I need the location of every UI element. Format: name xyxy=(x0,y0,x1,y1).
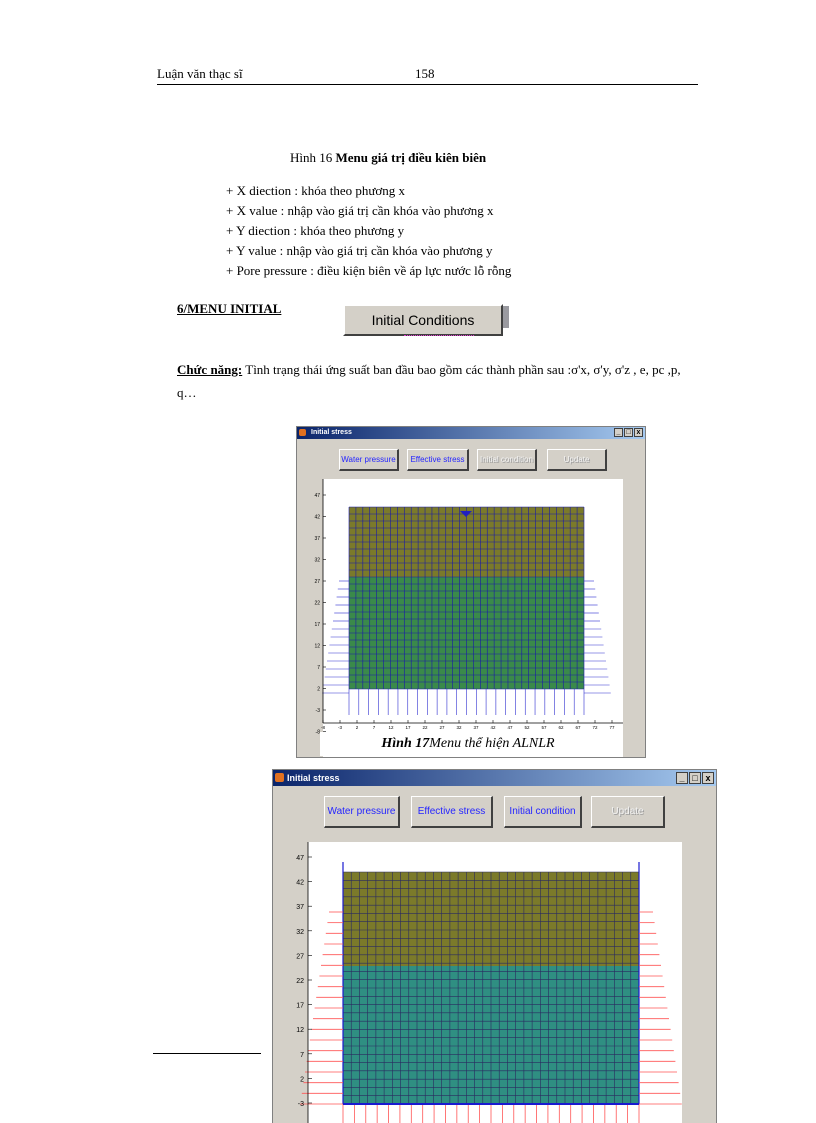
x-tick-label: 62 xyxy=(558,725,564,730)
maximize-icon[interactable]: □ xyxy=(624,428,633,437)
function-paragraph xyxy=(177,358,697,404)
list-item: + Y diection : khóa theo phương y xyxy=(226,223,405,238)
y-tick-label: 17 xyxy=(296,1002,304,1010)
figure-16-title: Menu giá trị điều kiên biên xyxy=(335,150,487,165)
y-tick-label: 12 xyxy=(314,643,320,650)
y-tick-label: 42 xyxy=(296,879,304,887)
x-tick-label: 47 xyxy=(507,725,513,730)
x-tick-label: 17 xyxy=(405,725,411,730)
minimize-icon[interactable]: _ xyxy=(614,428,623,437)
water-pressure-button[interactable]: Water pressure xyxy=(339,449,399,471)
y-tick-label: 27 xyxy=(296,953,304,961)
y-tick-label: 37 xyxy=(296,904,304,912)
x-tick-label: -3 xyxy=(337,725,343,730)
initial-conditions-button[interactable]: Initial Conditions xyxy=(343,304,503,336)
x-tick-label: 2 xyxy=(355,725,359,730)
window-title: Initial stress xyxy=(311,429,352,436)
section-title: 6/MENU INITIAL xyxy=(177,301,282,316)
figure-17-label: Hình 17 xyxy=(381,736,430,751)
y-tick-label: 47 xyxy=(314,493,320,499)
close-icon[interactable]: x xyxy=(634,428,643,437)
initial-condition-button[interactable]: Initial condition xyxy=(504,796,582,828)
x-tick-label: 77 xyxy=(609,725,615,730)
x-tick-label: -8 xyxy=(320,725,326,730)
figure-17-text: Menu thể hiện ALNLR xyxy=(429,736,555,751)
dotted-mark xyxy=(404,335,474,339)
figure-17-caption xyxy=(320,732,616,756)
y-tick-label: 37 xyxy=(314,536,320,542)
function-label: Chức năng: xyxy=(177,362,243,377)
x-tick-label: 27 xyxy=(439,725,445,730)
x-tick-label: 42 xyxy=(490,725,496,730)
y-tick-label: 2 xyxy=(300,1076,304,1084)
update-button-disabled[interactable]: Update xyxy=(591,796,665,828)
y-tick-label: 7 xyxy=(300,1051,304,1059)
mesh-plot-2 xyxy=(273,770,717,1123)
x-tick-label: 52 xyxy=(524,725,530,730)
x-tick-label: 72 xyxy=(592,725,598,730)
y-tick-label: 22 xyxy=(314,600,320,607)
effective-stress-button[interactable]: Effective stress xyxy=(411,796,493,828)
y-tick-label: 7 xyxy=(317,665,320,671)
mesh-plot-1 xyxy=(297,427,646,758)
maximize-icon[interactable]: □ xyxy=(689,772,701,784)
effective-stress-button[interactable]: Effective stress xyxy=(407,449,469,471)
y-tick-label: 12 xyxy=(296,1027,304,1035)
list-item: + Pore pressure : điều kiện biên về áp lực nước lỗ rỗng xyxy=(226,263,512,278)
y-tick-label: 27 xyxy=(314,579,320,585)
y-tick-label: -3 xyxy=(297,1101,304,1108)
footnote-rule xyxy=(153,1053,261,1054)
list-item: + Y value : nhập vào giá trị cần khóa vào phương y xyxy=(226,243,493,258)
x-tick-label: 37 xyxy=(473,725,479,730)
button-shadow xyxy=(503,306,509,328)
y-tick-label: -8 xyxy=(315,729,320,736)
x-tick-label: 67 xyxy=(575,725,581,730)
figure-16-caption xyxy=(290,150,486,166)
y-tick-label: 32 xyxy=(314,557,320,564)
initial-stress-window-small xyxy=(296,426,646,758)
x-tick-label: 12 xyxy=(388,725,394,730)
x-tick-label: 57 xyxy=(541,725,547,730)
y-tick-label: 47 xyxy=(296,855,304,862)
update-button-disabled[interactable]: Update xyxy=(547,449,607,471)
y-tick-label: 22 xyxy=(296,978,304,985)
page-number: 158 xyxy=(415,66,435,81)
water-pressure-button[interactable]: Water pressure xyxy=(324,796,400,828)
y-tick-label: -3 xyxy=(315,708,320,714)
initial-stress-window-large xyxy=(272,769,717,1123)
x-tick-label: 22 xyxy=(422,725,428,730)
list-item: + X value : nhập vào giá trị cần khóa vào phương x xyxy=(226,203,494,218)
function-text: Tình trạng thái ứng suất ban đầu bao gồm các thành phần sau :σ'x, σ'y, σ'z , e, pc ,p, q… xyxy=(177,362,681,400)
boundary-options-list xyxy=(226,181,511,281)
y-tick-label: 17 xyxy=(314,622,320,628)
y-tick-label: 32 xyxy=(296,928,304,936)
initial-condition-button-disabled[interactable]: Initial condition xyxy=(477,449,537,471)
close-icon[interactable]: x xyxy=(702,772,714,784)
window-title: Initial stress xyxy=(287,773,340,783)
y-tick-label: 2 xyxy=(317,686,320,693)
list-item: + X diection : khóa theo phương x xyxy=(226,183,406,198)
x-tick-label: 32 xyxy=(456,725,462,730)
running-header-title: Luận văn thạc sĩ xyxy=(157,66,243,81)
x-tick-label: 7 xyxy=(372,725,376,730)
figure-16-prefix: Hình 16 xyxy=(290,150,333,165)
minimize-icon[interactable]: _ xyxy=(676,772,688,784)
header-rule xyxy=(157,84,698,85)
y-tick-label: 42 xyxy=(314,514,320,521)
